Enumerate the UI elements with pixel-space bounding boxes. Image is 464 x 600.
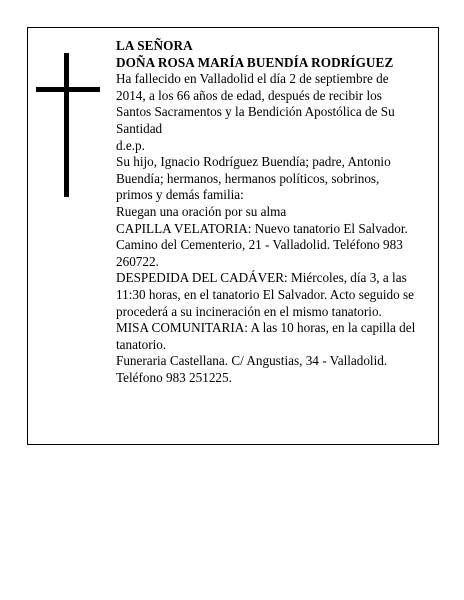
obituary-text-block	[116, 38, 419, 386]
cross-vertical-bar	[64, 53, 69, 197]
rip-abbreviation: d.e.p.	[116, 137, 145, 153]
mass-info: MISA COMUNITARIA: A las 10 horas, en la capilla del tanatorio.	[116, 320, 419, 352]
deceased-name: DOÑA ROSA MARÍA BUENDÍA RODRÍGUEZ	[116, 54, 394, 70]
cross-horizontal-bar	[36, 87, 100, 92]
chapel-info: CAPILLA VELATORIA: Nuevo tanatorio El Salvador. Camino del Cementerio, 21 - Valladolid. Teléfono 983 260722.	[116, 220, 412, 269]
cross-icon	[36, 53, 100, 197]
prayer-request: Ruegan una oración por su alma	[116, 203, 287, 219]
death-announcement: Ha fallecido en Valladolid el día 2 de septiembre de 2014, a los 66 años de edad, después de recibir los Santos Sacramentos y la Bendición Apostólica de Su Santidad	[116, 71, 399, 136]
funeral-home-info: Funeraria Castellana. C/ Angustias, 34 - Valladolid. Teléfono 983 251225.	[116, 353, 391, 385]
family-list: Su hijo, Ignacio Rodríguez Buendía; padre, Antonio Buendía; hermanos, hermanos políticos, sobrinos, primos y demás familia:	[116, 154, 394, 203]
notice-title: LA SEÑORA	[116, 38, 193, 53]
farewell-info: DESPEDIDA DEL CADÁVER: Miércoles, día 3, a las 11:30 horas, en el tanatorio El Salvador. Acto seguido se procederá a su incineración en el mismo tanatorio.	[116, 270, 418, 319]
